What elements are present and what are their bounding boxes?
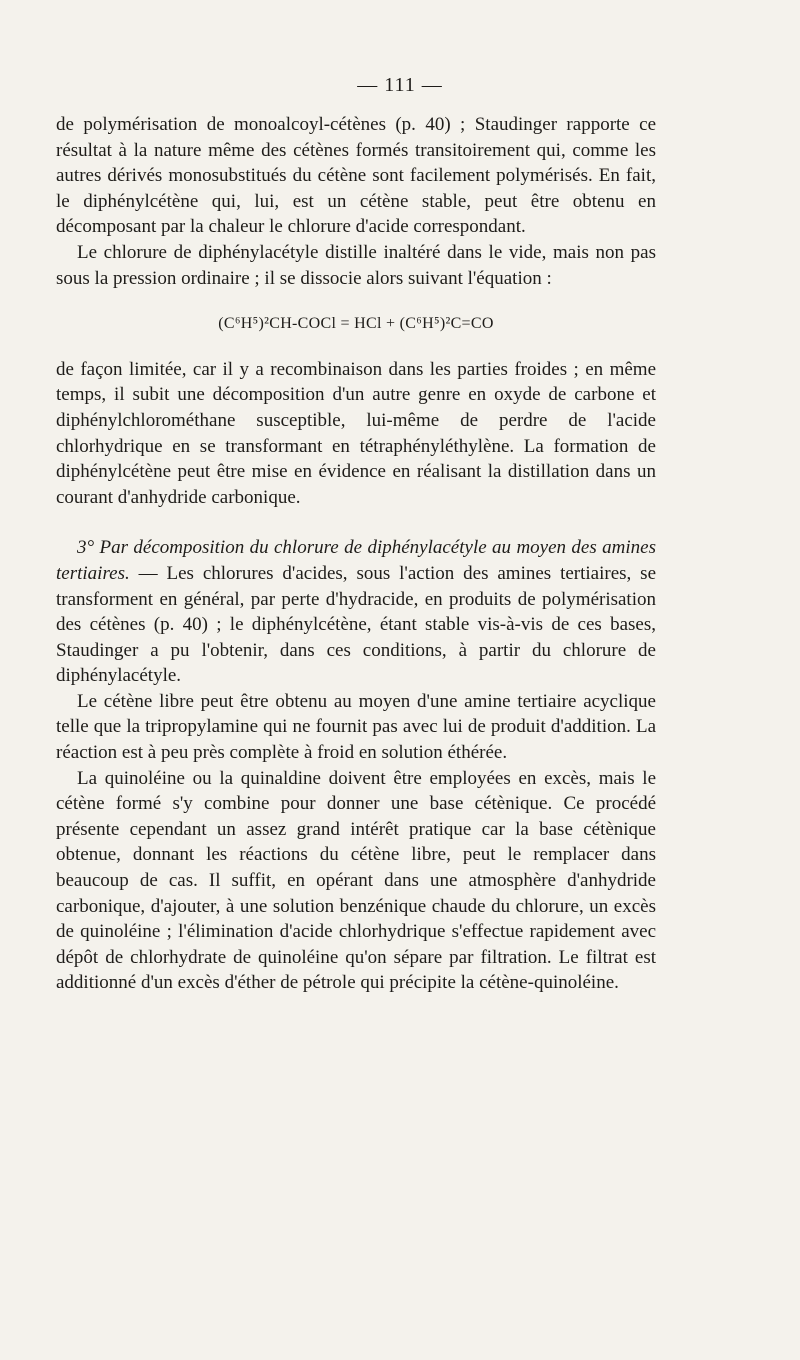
equation: (C⁶H⁵)²CH-COCl = HCl + (C⁶H⁵)²C=CO (218, 315, 494, 333)
paragraph-5: Le cétène libre peut être obtenu au moyen d'une amine tertiaire acyclique telle que la tripropylamine qui ne fournit pas avec lui de produit d'addition. La réaction est à peu près complète à froid en solution éthérée. (56, 690, 656, 764)
paragraph-1: de polymérisation de monoalcoyl-cétènes (p. 40) ; Staudinger rapporte ce résultat à la nature même des cétènes formés transitoirement qui, comme les autres dérivés monosubstitués du cétène sont facilement polymérisés. En fait, le diphénylcétène qui, lui, est un cétène stable, peut être obtenu en décomposant par la chaleur le chlorure d'acide correspondant. (56, 114, 656, 238)
section-3-body: — Les chlorures d'acides, sous l'action des amines tertiaires, se transforment en général, par perte d'hydracide, en produits de polymérisation des cétènes (p. 40) ; le diphénylcétène, étant stable vis-à-vis de ces bases, Staudinger a pu l'obtenir, dans ces conditions, à partir du chlorure de diphénylacétyle. (56, 562, 656, 687)
paragraph-3: de façon limitée, car il y a recombinaison dans les parties froides ; en même temps, il subit une décomposition d'un autre genre en oxyde de carbone et diphénylchlorométhane susceptible, lui-même de perdre de l'acide chlorhydrique en se transformant en tétraphényléthylène. La formation de diphénylcétène peut être mise en évidence en réalisant la distillation dans un courant d'anhydride carbonique. (56, 358, 656, 508)
page-body (56, 112, 656, 996)
section-3-heading: 3° Par décomposition du chlorure de diphénylacétyle au moyen des amines tertiaires. (56, 537, 656, 584)
paragraph-6: La quinoléine ou la quinaldine doivent être employées en excès, mais le cétène formé s'y combine pour donner une base cétènique. Ce procédé présente cependant un assez grand intérêt pratique car la base cétènique obtenue, donnant les réactions du cétène libre, peut le remplacer dans beaucoup de cas. Il suffit, en opérant dans une atmosphère d'anhydride carbonique, d'ajouter, à une solution benzénique chaude du chlorure, un excès de quinoléine ; l'élimination d'acide chlorhydrique s'effectue rapidement avec dépôt de chlorhydrate de quinoléine qu'on sépare par filtration. Le filtrat est additionné d'un excès d'éther de pétrole qui précipite la cétène-quinoléine. (56, 767, 656, 994)
section-3-paragraph (56, 535, 656, 689)
paragraph-2: Le chlorure de diphénylacétyle distille inaltéré dans le vide, mais non pas sous la pression ordinaire ; il se dissocie alors suivant l'équation : (56, 241, 656, 289)
page-number: — 111 — (357, 74, 443, 96)
